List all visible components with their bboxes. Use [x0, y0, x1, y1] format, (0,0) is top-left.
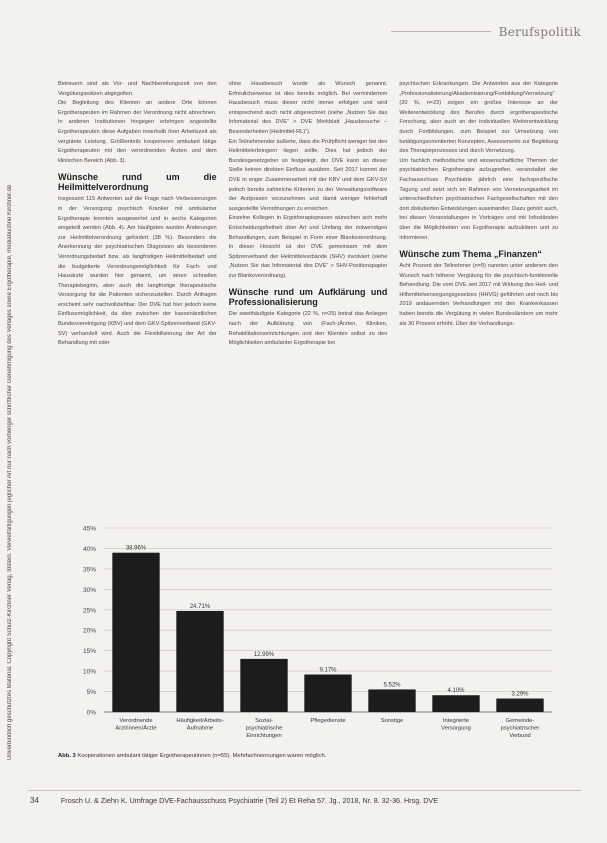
y-tick-label: 30%	[82, 586, 96, 594]
paragraph: Betreuern sind als Vor- und Nachbereitungszeit von den Vergütungssätzen abgegolten.	[58, 81, 217, 97]
y-tick-label: 20%	[82, 627, 96, 635]
bar-chart-svg	[58, 522, 562, 754]
data-label: 9.17%	[319, 667, 337, 674]
data-label: 4.10%	[447, 688, 465, 695]
x-tick-label: Verbund	[509, 733, 531, 739]
y-tick-label: 15%	[82, 648, 96, 656]
bar	[432, 695, 479, 712]
bar-chart	[58, 522, 562, 762]
figure-caption-text: Kooperationen ambulant tätiger Ergotherapeutinnen (n=55). Mehrfachnennungen waren möglich.	[77, 753, 327, 759]
data-label: 12.99%	[253, 651, 275, 658]
x-tick-label: Verordnende	[119, 718, 153, 724]
data-label: 3.29%	[511, 691, 529, 698]
bar	[304, 675, 351, 712]
y-tick-label: 10%	[82, 668, 96, 676]
column-3	[399, 80, 558, 520]
y-tick-label: 0%	[86, 709, 96, 717]
data-label: 5.52%	[383, 682, 401, 689]
column-2	[229, 80, 388, 520]
data-label: 24.71%	[189, 603, 211, 610]
x-tick-label: Einrichtungen	[246, 733, 282, 739]
subheading: Wünsche rund um die Heilmittelverordnung	[58, 172, 217, 193]
page-footer	[30, 796, 580, 805]
column-1	[58, 80, 217, 520]
section-header	[391, 18, 581, 46]
y-tick-label: 40%	[82, 545, 96, 553]
bar	[240, 659, 287, 712]
paragraph: Insgesamt 115 Antworten auf die Frage nach Verbesserungen in der Versorgung psychisch Kranker mit ambulanter Ergotherapie konnten ausgewertet und in sechs Kategorien eingeteilt werden (Abb. 4). Am häufigsten wurden Änderungen zur Heilmittelverordnung gefordert (38 %). Besonders die Anerkennung der psychiatrischen Diagnosen als besonderen Verordnungsbedarf bzw. als langfristigen Heilmittelbedarf und die budgetierte Verordnungsmöglichkeit für Fach- und Hausärzte wurden hier genannt, um einen schnellen Therapiebeginn, aber auch die langfristige therapeutische Versorgung für die Patienten sicherzustellen. Durch Anfragen erscheint sehr nachvollziehbar. Der DVE hat hier jedoch keine Einflussmöglichkeit, da dies zwischen der kassenärztlichen Bundesvereinigung (KBV) und dem GKV-Spitzenverband (GKV-SV) verhandelt wird. Auch die Flexibilisierung der Art der Behandlung mit oder	[58, 196, 217, 347]
x-tick-label: psychiatrischer	[500, 725, 540, 732]
paragraph: Die Begleitung des Klienten an andere Orte können Ergotherapeuten im Rahmen der Verordnung nicht abrechnen. In anderen Institutionen hingegen erbringen angestellte Ergotherapeuten diese Aufgaben innerhalb ihrer Arbeitszeit als vergütete Leistung. Größtenteils kooperieren ambulant tätige Ergotherapeuten mit den verordnenden Ärzten und dem klinischen Bereich (Abb. 3).	[58, 100, 217, 164]
citation: Frosch U. & Ziehn K. Umfrage DVE-Fachausschuss Psychiatrie (Teil 2) Et Reha 57. Jg., 2018, Nr. 8. 32-36. Hrsg. DVE	[60, 796, 438, 805]
y-tick-label: 35%	[82, 566, 96, 574]
copyright-sidenote: Unverbindlich geschütztes Material. Copyright Schulz-Kirchner Verlag, Idstein. Vervielfältigungen jeglicher Art nur nach vorheriger schriftlicher Genehmigung des Verlages sowie Ergotherapie, mediabuchne Kirchner.de	[7, 184, 13, 760]
paragraph: Ein Teilnehmender äußerte, dass die Prüfpflicht weniger bei den Heilmittelerbringern liegen sollte. Dies hat jedoch der Bundesgesetzgeber so festgelegt, der DVE kann an dieser Stelle keinen direkten Einfluss ausüben. Seit 2017 kommt der DVE in enger Zusammenarbeit mit der KBV und dem GKV-SV jedoch bereits zahlreiche Kriterien zu der Verwaltungssoftware der Arztpraxen vorzunehmen und damit weniger fehlerhaft ausgestellte Verordnungen zu erreichen.	[228, 138, 388, 212]
x-tick-label: Integrierte	[442, 718, 470, 724]
data-label: 38.96%	[125, 545, 147, 552]
x-tick-label: Häufigkeit/Arbeits-	[176, 718, 224, 724]
paragraph: ohne Hausbesuch wurde als Wunsch genannt. Erfreulicherweise ist dies bereits möglich. Bei vermindertem Hausbesuch muss dieser nicht immer erfolgen und wird entsprechend auch nicht abgerechnet (siehe „Nutzen Sie das Infomaterial des DVE“ > DVE Merkblatt „Hausbesuche – Besonderheiten (Heilmittel-RL)“).	[228, 81, 388, 135]
paragraph: Acht Prozent der Teilnehmer (n=9) nannten unter anderem den Wunsch nach höherer Vergütung für die psychisch-funktionelle Behandlung. Die vom DVE seit 2017 mit Wirkung des Heil- und Hilfsmittelversorgungsgesetzes (HHVG) geführten und noch bis 2019 andauernden Verhandlungen mit den Krankenkassen haben bereits die Vergütung in vielen Bundesländern um mehr als 30 Prozent erhöht. Über die Verhandlungs-	[399, 263, 559, 327]
figure-caption	[58, 752, 558, 760]
bar	[368, 689, 415, 712]
bar	[496, 699, 543, 712]
section-title: Berufspolitik	[498, 25, 581, 39]
x-tick-label: Sonstige	[380, 718, 404, 724]
y-tick-label: 45%	[82, 525, 96, 533]
figure-label: Abb. 3	[58, 753, 76, 759]
x-tick-label: Arzt/innen/Ärzte	[115, 725, 157, 732]
x-tick-label: Versorgung	[441, 725, 471, 732]
article-body	[58, 80, 558, 520]
page-number: 34	[30, 796, 39, 805]
x-tick-label: Sozial-	[255, 718, 273, 724]
paragraph: psychischen Erkrankungen. Die Antworten aus der Kategorie „Professionalisierung/Akademisierung/Fortbildung/Vernetzung“ (20 %, n=23) zeigen ein großes Interesse an der Weiterentwicklung des Berufes durch ergotherapeutische Forschung, aber auch an der individuellen Weiterentwicklung durch Fortbildungen, zum Beispiel zur Umsetzung von betätigungsorientierten Konzepten, Assessments zur Begleitung des Therapieprozesses und durch Vernetzung.	[399, 81, 559, 155]
y-tick-label: 5%	[86, 689, 96, 697]
x-tick-label: psychiatrische	[245, 725, 283, 732]
subheading: Wünsche rund um Aufklärung und Professionalisierung	[228, 287, 388, 308]
x-tick-label: Gemeinde-	[505, 718, 535, 724]
x-tick-label: Aufnahme	[186, 725, 214, 732]
footer-rule	[28, 790, 581, 791]
paragraph: Einzelne Kollegen in Ergotherapiepraxen wünschen sich mehr Entscheidungsfreiheit über Art und Umfang der notwendigen Behandlungen, zum Beispiel in Form einer Blankoverordnung. In dieser Hinsicht ist der DVE gemeinsam mit dem Spitzenverband der Heilmittelverbände (SHV) involviert (siehe „Nutzen Sie das Infomaterial des DVE“ > SHV-Positionspapier zur Blankoverordnung).	[228, 215, 388, 279]
paragraph: Die zweithäufigste Kategorie (22 %, n=25) betraf das Anliegen nach der Aufklärung von (Fach-)Ärzten, Kliniken, Rehabilitationseinrichtungen und den Klienten selbst zu den Möglichkeiten ambulanter Ergotherapie bei	[228, 311, 388, 347]
header-rule	[391, 31, 491, 32]
subheading: Wünsche zum Thema „Finanzen“	[399, 249, 542, 260]
bar	[176, 611, 223, 712]
y-tick-label: 25%	[82, 607, 96, 615]
bar	[112, 553, 159, 712]
x-tick-label: Pflegedienste	[310, 718, 346, 724]
paragraph: Um fachlich methodische und wissenschaftliche Themen der psychiatrischen Ergotherapie aufzugreifen, veranstaltet der Fachausschuss Psychiatrie jährlich eine fachspezifische Tagung und setzt sich im Rahmen von Vernetzungsarbeit im unterschiedlichen psychiatrischen Fachgesellschaften mit den dort diskutierten Entwicklungen auseinander. Dazu gehört auch, bei diesen Veranstaltungen in Vorträgen und mit Infoständen über die Möglichkeiten von Ergotherapie aufzuklären und zu informieren.	[399, 157, 559, 241]
